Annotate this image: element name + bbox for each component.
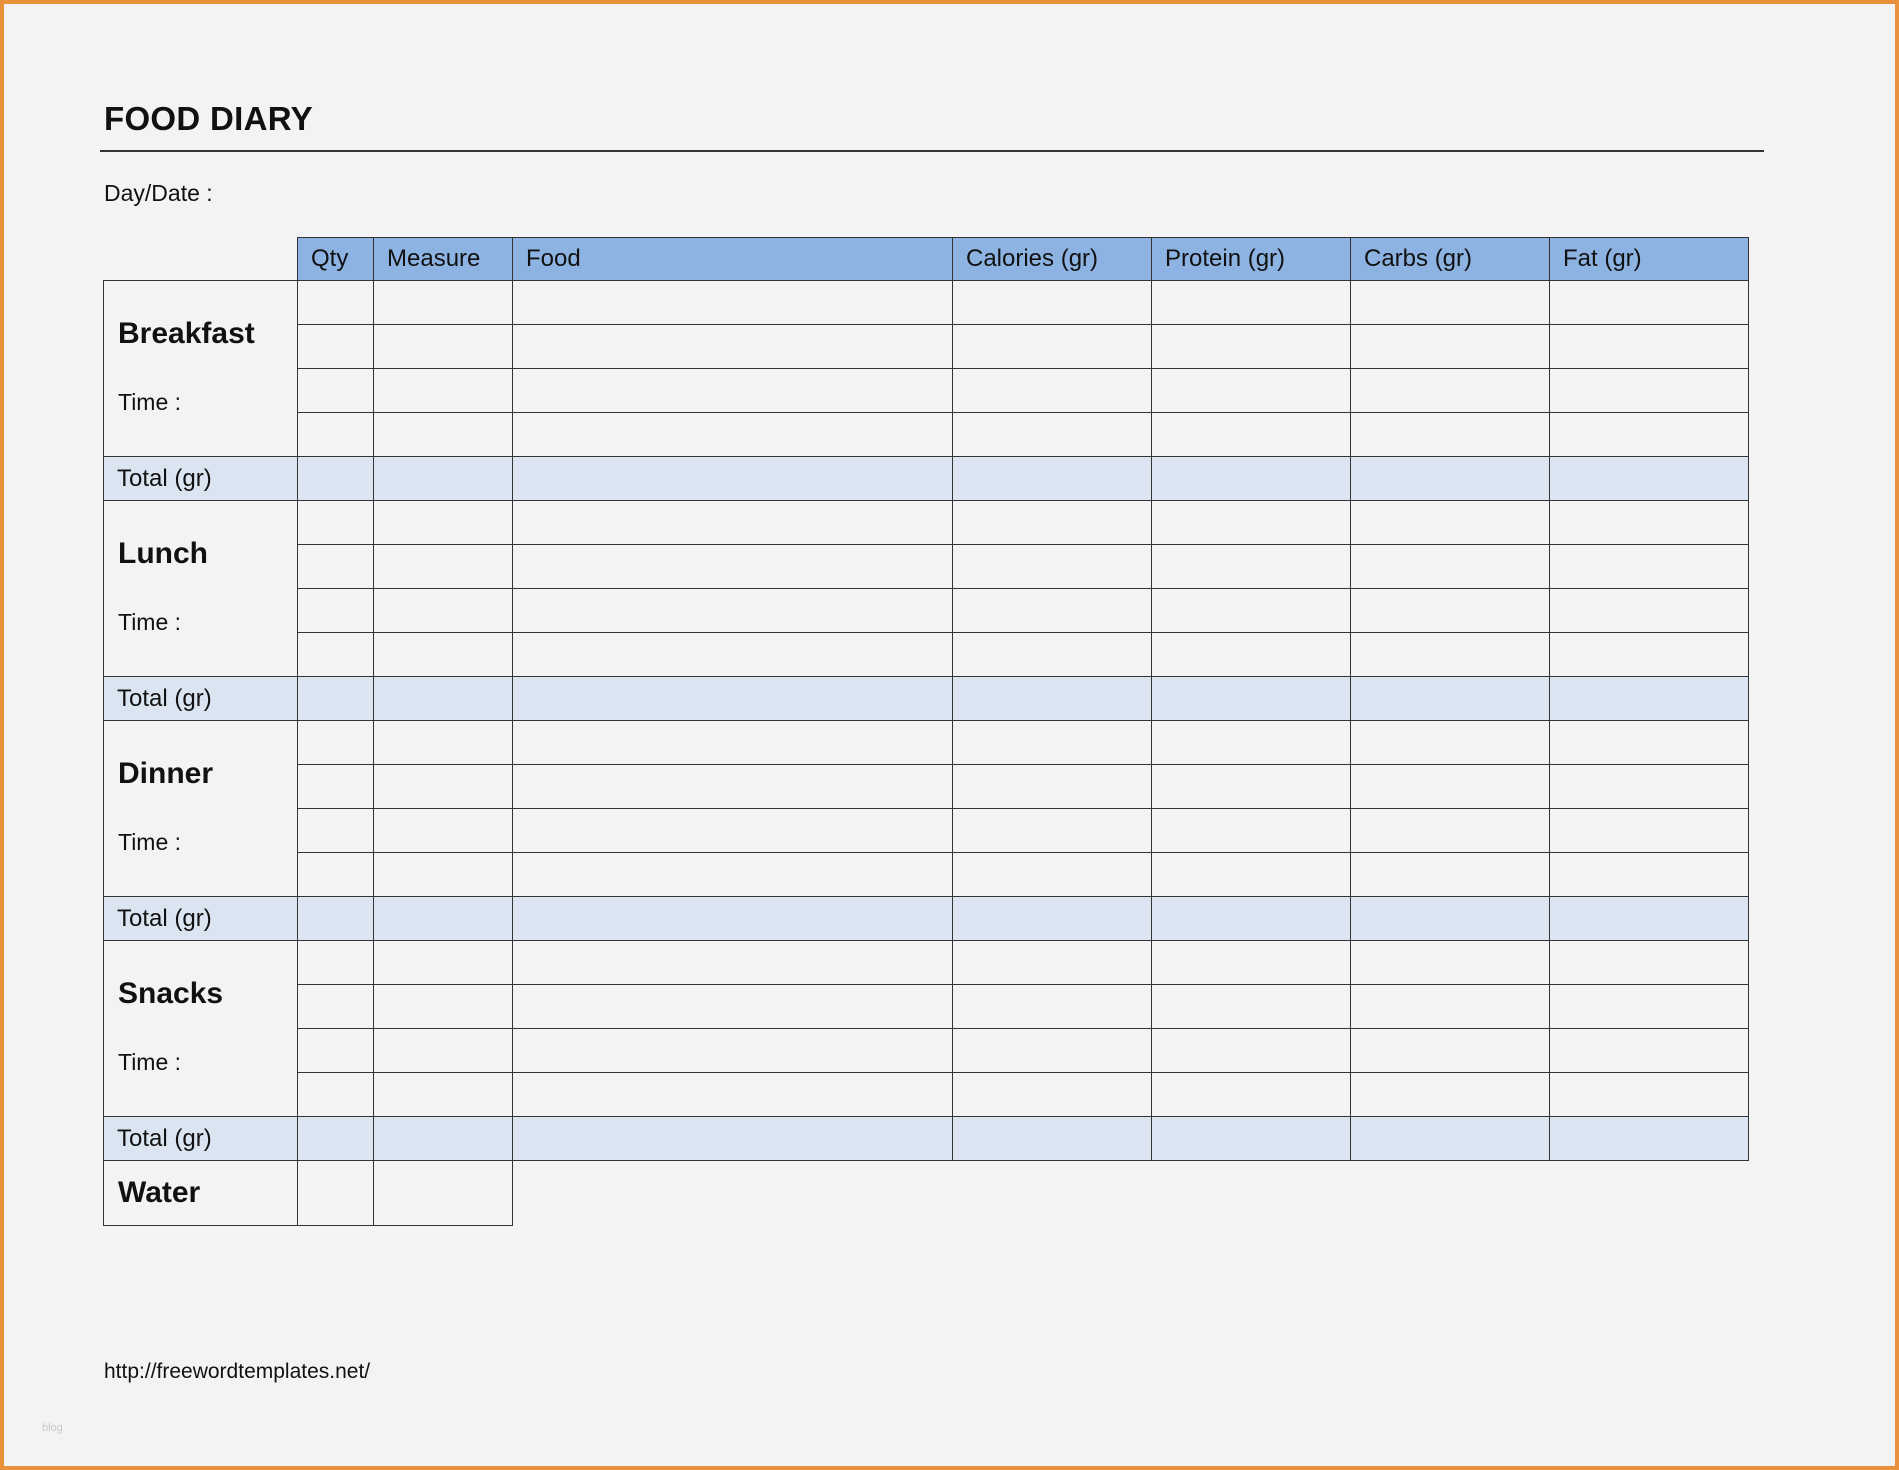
cell-measure[interactable]: [374, 985, 513, 1029]
cell-protein[interactable]: [1152, 589, 1351, 633]
cell-calories[interactable]: [953, 721, 1152, 765]
total-cell-measure[interactable]: [374, 1117, 513, 1161]
total-cell-carbs[interactable]: [1351, 897, 1550, 941]
total-cell-protein[interactable]: [1152, 897, 1351, 941]
total-cell-protein[interactable]: [1152, 677, 1351, 721]
entry-row: [104, 633, 1749, 677]
empty-space: [953, 1161, 1152, 1226]
cell-fat[interactable]: [1550, 369, 1749, 413]
entry-row: [104, 985, 1749, 1029]
cell-calories[interactable]: [953, 325, 1152, 369]
cell-calories[interactable]: [953, 809, 1152, 853]
total-row-breakfast: [104, 457, 1749, 501]
cell-protein[interactable]: [1152, 633, 1351, 677]
meal-name: Snacks: [118, 977, 224, 1010]
empty-space: [513, 1161, 953, 1226]
total-cell-qty[interactable]: [298, 457, 374, 501]
cell-carbs[interactable]: [1351, 1073, 1550, 1117]
total-cell-protein[interactable]: [1152, 457, 1351, 501]
column-header-food: Food: [513, 238, 953, 281]
cell-food[interactable]: [513, 1073, 953, 1117]
total-cell-measure[interactable]: [374, 457, 513, 501]
cell-calories[interactable]: [953, 589, 1152, 633]
meal-name: Breakfast: [118, 317, 255, 350]
meal-cell-lunch: [104, 501, 298, 677]
cell-calories[interactable]: [953, 633, 1152, 677]
entry-row: [104, 1029, 1749, 1073]
meal-time-label: Time :: [118, 829, 182, 855]
entry-row: [104, 501, 1749, 545]
cell-protein[interactable]: [1152, 721, 1351, 765]
cell-protein[interactable]: [1152, 369, 1351, 413]
cell-food[interactable]: [513, 325, 953, 369]
cell-carbs[interactable]: [1351, 853, 1550, 897]
cell-measure[interactable]: [374, 765, 513, 809]
cell-qty[interactable]: [298, 369, 374, 413]
cell-protein[interactable]: [1152, 1073, 1351, 1117]
cell-calories[interactable]: [953, 853, 1152, 897]
entry-row: [104, 809, 1749, 853]
column-header-qty: Qty: [298, 238, 374, 281]
total-cell-calories[interactable]: [953, 897, 1152, 941]
diary-body: [104, 281, 1749, 1226]
column-header-measure: Measure: [374, 238, 513, 281]
cell-qty[interactable]: [298, 413, 374, 457]
entry-row: [104, 589, 1749, 633]
cell-protein[interactable]: [1152, 501, 1351, 545]
entry-row: [104, 721, 1749, 765]
meal-name: Dinner: [118, 757, 214, 790]
header-row: [104, 238, 1749, 281]
cell-calories[interactable]: [953, 413, 1152, 457]
cell-carbs[interactable]: [1351, 589, 1550, 633]
empty-space: [1351, 1161, 1550, 1226]
total-cell-measure[interactable]: [374, 897, 513, 941]
empty-space: [1550, 1161, 1749, 1226]
water-cell-qty[interactable]: [298, 1161, 374, 1226]
cell-fat[interactable]: [1550, 325, 1749, 369]
water-label: Water: [104, 1161, 298, 1226]
cell-food[interactable]: [513, 369, 953, 413]
cell-protein[interactable]: [1152, 1029, 1351, 1073]
cell-protein[interactable]: [1152, 281, 1351, 325]
total-cell-fat[interactable]: [1550, 677, 1749, 721]
cell-measure[interactable]: [374, 589, 513, 633]
cell-measure[interactable]: [374, 1029, 513, 1073]
meal-cell-dinner: [104, 721, 298, 897]
cell-fat[interactable]: [1550, 985, 1749, 1029]
total-cell-calories[interactable]: [953, 457, 1152, 501]
total-cell-calories[interactable]: [953, 1117, 1152, 1161]
cell-measure[interactable]: [374, 369, 513, 413]
total-cell-carbs[interactable]: [1351, 1117, 1550, 1161]
cell-food[interactable]: [513, 721, 953, 765]
cell-calories[interactable]: [953, 1029, 1152, 1073]
cell-protein[interactable]: [1152, 985, 1351, 1029]
entry-row: [104, 1073, 1749, 1117]
total-row-snacks: [104, 1117, 1749, 1161]
food-diary-table: [103, 237, 1749, 1226]
total-cell-qty[interactable]: [298, 677, 374, 721]
cell-carbs[interactable]: [1351, 809, 1550, 853]
cell-food[interactable]: [513, 765, 953, 809]
cell-fat[interactable]: [1550, 721, 1749, 765]
title-rule: [100, 150, 1764, 152]
cell-protein[interactable]: [1152, 413, 1351, 457]
cell-qty[interactable]: [298, 501, 374, 545]
entry-row: [104, 545, 1749, 589]
cell-protein[interactable]: [1152, 853, 1351, 897]
cell-fat[interactable]: [1550, 1073, 1749, 1117]
footer-url[interactable]: http://freewordtemplates.net/: [104, 1360, 371, 1383]
cell-measure[interactable]: [374, 809, 513, 853]
water-row: [104, 1161, 1749, 1226]
total-cell-qty[interactable]: [298, 897, 374, 941]
cell-food[interactable]: [513, 633, 953, 677]
total-cell-calories[interactable]: [953, 677, 1152, 721]
column-header-fat: Fat (gr): [1550, 238, 1749, 281]
faint-mark: blog: [42, 1422, 63, 1434]
cell-calories[interactable]: [953, 985, 1152, 1029]
column-header-protein: Protein (gr): [1152, 238, 1351, 281]
cell-qty[interactable]: [298, 1073, 374, 1117]
cell-qty[interactable]: [298, 853, 374, 897]
cell-food[interactable]: [513, 941, 953, 985]
cell-calories[interactable]: [953, 281, 1152, 325]
cell-measure[interactable]: [374, 281, 513, 325]
cell-carbs[interactable]: [1351, 633, 1550, 677]
cell-qty[interactable]: [298, 941, 374, 985]
empty-space: [1152, 1161, 1351, 1226]
cell-fat[interactable]: [1550, 501, 1749, 545]
column-header-carbs: Carbs (gr): [1351, 238, 1550, 281]
total-row-lunch: [104, 677, 1749, 721]
cell-calories[interactable]: [953, 369, 1152, 413]
total-cell-food[interactable]: [513, 457, 953, 501]
cell-protein[interactable]: [1152, 809, 1351, 853]
total-cell-measure[interactable]: [374, 677, 513, 721]
cell-qty[interactable]: [298, 1029, 374, 1073]
total-cell-carbs[interactable]: [1351, 677, 1550, 721]
column-header-calories: Calories (gr): [953, 238, 1152, 281]
cell-food[interactable]: [513, 413, 953, 457]
total-cell-fat[interactable]: [1550, 897, 1749, 941]
entry-row: [104, 941, 1749, 985]
header-corner: [104, 238, 298, 281]
cell-fat[interactable]: [1550, 281, 1749, 325]
cell-food[interactable]: [513, 545, 953, 589]
cell-protein[interactable]: [1152, 941, 1351, 985]
cell-fat[interactable]: [1550, 545, 1749, 589]
cell-fat[interactable]: [1550, 633, 1749, 677]
cell-qty[interactable]: [298, 633, 374, 677]
entry-row: [104, 369, 1749, 413]
cell-carbs[interactable]: [1351, 941, 1550, 985]
cell-measure[interactable]: [374, 501, 513, 545]
cell-fat[interactable]: [1550, 1029, 1749, 1073]
meal-time-label: Time :: [118, 1049, 182, 1075]
meal-name: Lunch: [118, 537, 208, 570]
cell-protein[interactable]: [1152, 545, 1351, 589]
cell-qty[interactable]: [298, 985, 374, 1029]
cell-qty[interactable]: [298, 721, 374, 765]
total-cell-fat[interactable]: [1550, 1117, 1749, 1161]
total-row-dinner: [104, 897, 1749, 941]
cell-measure[interactable]: [374, 941, 513, 985]
cell-measure[interactable]: [374, 1073, 513, 1117]
cell-food[interactable]: [513, 853, 953, 897]
cell-calories[interactable]: [953, 1073, 1152, 1117]
cell-food[interactable]: [513, 1029, 953, 1073]
cell-qty[interactable]: [298, 325, 374, 369]
cell-calories[interactable]: [953, 501, 1152, 545]
cell-calories[interactable]: [953, 765, 1152, 809]
cell-carbs[interactable]: [1351, 369, 1550, 413]
entry-row: [104, 413, 1749, 457]
cell-carbs[interactable]: [1351, 985, 1550, 1029]
cell-qty[interactable]: [298, 809, 374, 853]
total-cell-qty[interactable]: [298, 1117, 374, 1161]
cell-qty[interactable]: [298, 281, 374, 325]
cell-food[interactable]: [513, 985, 953, 1029]
cell-carbs[interactable]: [1351, 721, 1550, 765]
cell-food[interactable]: [513, 281, 953, 325]
meal-cell-breakfast: [104, 281, 298, 457]
cell-measure[interactable]: [374, 853, 513, 897]
cell-measure[interactable]: [374, 633, 513, 677]
cell-food[interactable]: [513, 589, 953, 633]
total-cell-carbs[interactable]: [1351, 457, 1550, 501]
total-cell-food[interactable]: [513, 677, 953, 721]
cell-carbs[interactable]: [1351, 501, 1550, 545]
total-label: Total (gr): [104, 897, 298, 941]
entry-row: [104, 853, 1749, 897]
cell-qty[interactable]: [298, 589, 374, 633]
entry-row: [104, 325, 1749, 369]
cell-measure[interactable]: [374, 721, 513, 765]
total-cell-food[interactable]: [513, 897, 953, 941]
cell-calories[interactable]: [953, 545, 1152, 589]
total-cell-fat[interactable]: [1550, 457, 1749, 501]
cell-calories[interactable]: [953, 941, 1152, 985]
water-cell-measure[interactable]: [374, 1161, 513, 1226]
cell-fat[interactable]: [1550, 765, 1749, 809]
meal-cell-snacks: [104, 941, 298, 1117]
page-title: FOOD DIARY: [104, 100, 313, 137]
cell-qty[interactable]: [298, 765, 374, 809]
cell-qty[interactable]: [298, 545, 374, 589]
entry-row: [104, 765, 1749, 809]
cell-carbs[interactable]: [1351, 765, 1550, 809]
cell-carbs[interactable]: [1351, 281, 1550, 325]
meal-time-label: Time :: [118, 609, 182, 635]
cell-carbs[interactable]: [1351, 545, 1550, 589]
total-cell-protein[interactable]: [1152, 1117, 1351, 1161]
total-label: Total (gr): [104, 457, 298, 501]
entry-row: [104, 281, 1749, 325]
day-date-label: Day/Date :: [104, 180, 213, 206]
cell-fat[interactable]: [1550, 853, 1749, 897]
cell-fat[interactable]: [1550, 589, 1749, 633]
cell-fat[interactable]: [1550, 413, 1749, 457]
total-label: Total (gr): [104, 1117, 298, 1161]
cell-food[interactable]: [513, 809, 953, 853]
cell-fat[interactable]: [1550, 941, 1749, 985]
cell-protein[interactable]: [1152, 765, 1351, 809]
cell-measure[interactable]: [374, 325, 513, 369]
cell-measure[interactable]: [374, 545, 513, 589]
cell-carbs[interactable]: [1351, 413, 1550, 457]
total-cell-food[interactable]: [513, 1117, 953, 1161]
cell-carbs[interactable]: [1351, 325, 1550, 369]
cell-carbs[interactable]: [1351, 1029, 1550, 1073]
cell-measure[interactable]: [374, 413, 513, 457]
cell-protein[interactable]: [1152, 325, 1351, 369]
cell-food[interactable]: [513, 501, 953, 545]
meal-time-label: Time :: [118, 389, 182, 415]
total-label: Total (gr): [104, 677, 298, 721]
cell-fat[interactable]: [1550, 809, 1749, 853]
